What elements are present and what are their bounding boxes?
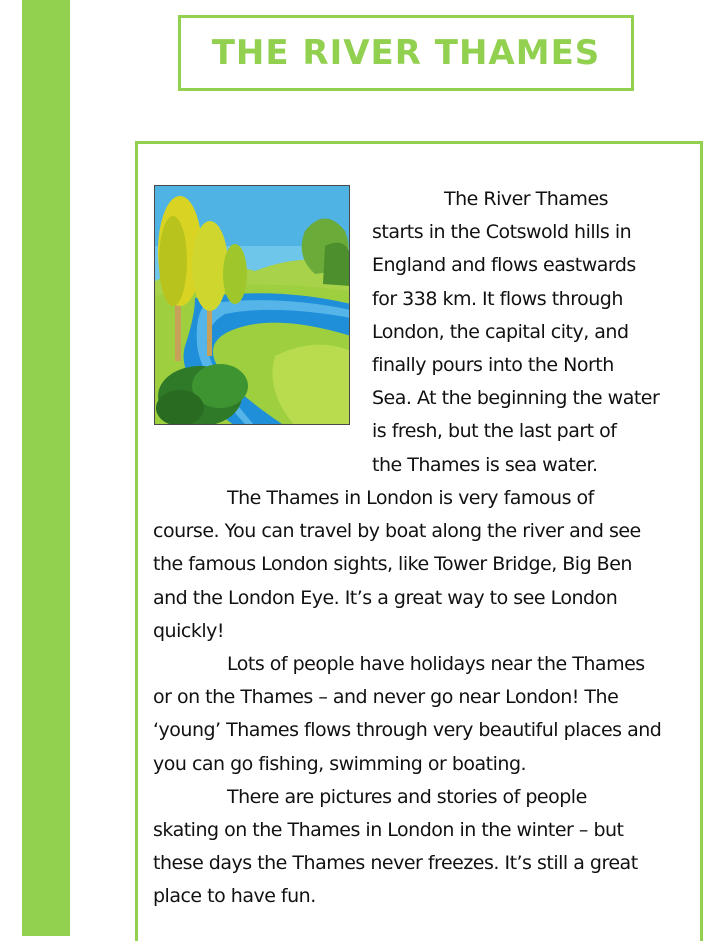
text-line: is fresh, but the last part of — [372, 420, 617, 443]
page-title: THE RIVER THAMES — [211, 33, 601, 73]
text-line: and the London Eye. It’s a great way to see London — [153, 586, 618, 609]
text-line: The River Thames — [444, 188, 609, 210]
text-line: quickly! — [153, 619, 224, 642]
river-landscape-icon — [155, 186, 350, 425]
text-line: finally pours into the North — [372, 354, 614, 377]
text-line: The Thames in London is very famous of — [227, 487, 594, 509]
text-line: London, the capital city, and — [372, 320, 629, 343]
text-line: skating on the Thames in London in the winter – but — [153, 819, 624, 842]
text-line: Sea. At the beginning the water — [372, 387, 660, 410]
text-line: course. You can travel by boat along the river and see — [153, 520, 641, 543]
intro-paragraph — [372, 183, 702, 482]
text-line: starts in the Cotswold hills in — [372, 221, 632, 244]
text-line: for 338 km. It flows through — [372, 287, 623, 310]
text-line: the famous London sights, like Tower Bridge, Big Ben — [153, 553, 632, 576]
body-paragraphs — [153, 482, 698, 914]
text-line: There are pictures and stories of people — [227, 785, 587, 808]
side-accent-bar — [22, 0, 70, 936]
text-line: England and flows eastwards — [372, 254, 636, 277]
river-landscape-illustration — [154, 185, 350, 425]
text-line: the Thames is sea water. — [372, 453, 598, 476]
text-line: you can go fishing, swimming or boating. — [153, 752, 527, 775]
text-line: these days the Thames never freezes. It’s still a great — [153, 852, 638, 875]
text-line: or on the Thames – and never go near London! The — [153, 686, 619, 709]
text-line: Lots of people have holidays near the Thames — [227, 653, 645, 676]
title-box — [178, 15, 634, 91]
text-line: place to have fun. — [153, 885, 316, 908]
text-line: ‘young’ Thames flows through very beautiful places and — [153, 719, 662, 742]
